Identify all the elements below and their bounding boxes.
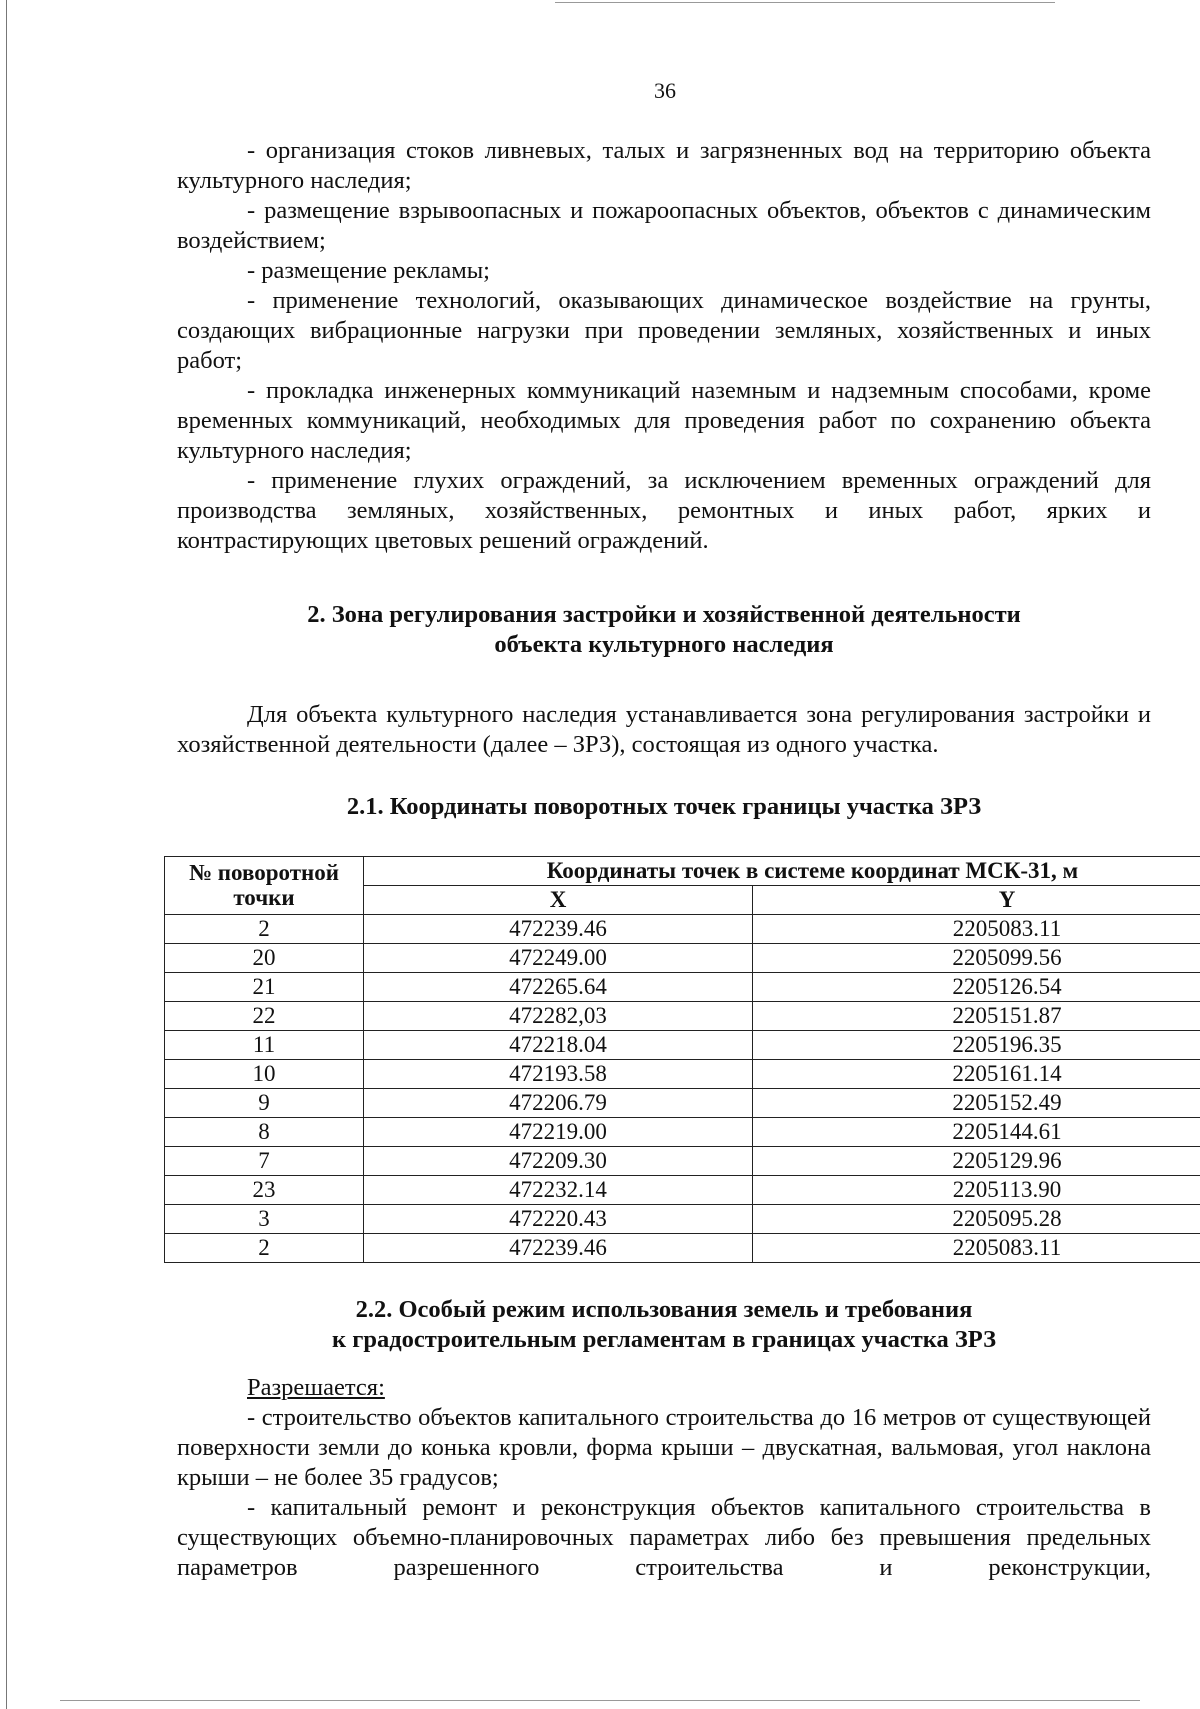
regime-heading <box>177 1295 1151 1355</box>
y-cell: 2205196.35 <box>753 1031 1200 1060</box>
point-cell: 10 <box>165 1060 364 1089</box>
point-cell: 9 <box>165 1089 364 1118</box>
y-cell: 2205095.28 <box>753 1205 1200 1234</box>
section-heading-line: объекта культурного наследия <box>494 631 834 658</box>
table-row <box>165 1205 1200 1234</box>
page-content <box>177 136 1151 1583</box>
table-row <box>165 1002 1200 1031</box>
x-cell: 472218.04 <box>364 1031 753 1060</box>
y-cell: 2205129.96 <box>753 1147 1200 1176</box>
coordinates-header: Координаты точек в системе координат МСК-31, м <box>364 857 1200 886</box>
y-cell: 2205099.56 <box>753 944 1200 973</box>
x-cell: 472219.00 <box>364 1118 753 1147</box>
regime-heading-line: 2.2. Особый режим использования земель и требования <box>355 1296 973 1323</box>
y-cell: 2205083.11 <box>753 915 1200 944</box>
scan-edge-bottom <box>60 1700 1140 1701</box>
x-cell: 472209.30 <box>364 1147 753 1176</box>
allowed-item: - капитальный ремонт и реконструкция объектов капитального строительства в существующих объемно-планировочных параметрах либо без превышения предельных параметров разрешенного строительства и реконструкции, <box>177 1494 1151 1581</box>
x-cell: 472232.14 <box>364 1176 753 1205</box>
point-cell: 8 <box>165 1118 364 1147</box>
x-cell: 472220.43 <box>364 1205 753 1234</box>
y-cell: 2205113.90 <box>753 1176 1200 1205</box>
section-heading-line: 2. Зона регулирования застройки и хозяйственной деятельности <box>307 601 1021 628</box>
table-header-row <box>165 857 1200 886</box>
list-item: - организация стоков ливневых, талых и загрязненных вод на территорию объекта культурного наследия; <box>177 137 1151 194</box>
point-cell: 2 <box>165 1234 364 1263</box>
table-row <box>165 1176 1200 1205</box>
y-cell: 2205144.61 <box>753 1118 1200 1147</box>
restrictions-list <box>177 136 1151 556</box>
allowed-item: - строительство объектов капитального строительства до 16 метров от существующей поверхности земли до конька кровли, форма крыши – двускатная, вальмовая, угол наклона крыши – не более 35 градусов; <box>177 1404 1151 1491</box>
y-header: Y <box>753 886 1200 915</box>
y-cell: 2205152.49 <box>753 1089 1200 1118</box>
regime-heading-line: к градостроительным регламентам в границах участка ЗРЗ <box>331 1326 996 1353</box>
table-row <box>165 944 1200 973</box>
point-cell: 23 <box>165 1176 364 1205</box>
x-cell: 472239.46 <box>364 915 753 944</box>
x-cell: 472249.00 <box>364 944 753 973</box>
table-row <box>165 1089 1200 1118</box>
x-cell: 472282,03 <box>364 1002 753 1031</box>
point-cell: 20 <box>165 944 364 973</box>
scan-edge-left <box>6 0 7 1709</box>
coordinates-table <box>164 856 1200 1263</box>
y-cell: 2205161.14 <box>753 1060 1200 1089</box>
section-heading <box>177 600 1151 660</box>
table-row <box>165 1060 1200 1089</box>
x-cell: 472193.58 <box>364 1060 753 1089</box>
list-item: - применение глухих ограждений, за исключением временных ограждений для производства земляных, хозяйственных, ремонтных и иных работ, ярких и контрастирующих цветовых решений ограждений. <box>177 467 1151 554</box>
point-cell: 22 <box>165 1002 364 1031</box>
x-cell: 472206.79 <box>364 1089 753 1118</box>
x-cell: 472265.64 <box>364 973 753 1002</box>
x-cell: 472239.46 <box>364 1234 753 1263</box>
allowed-label: Разрешается: <box>247 1374 385 1401</box>
table-row <box>165 1118 1200 1147</box>
list-item: - размещение рекламы; <box>247 257 490 284</box>
y-cell: 2205083.11 <box>753 1234 1200 1263</box>
point-cell: 3 <box>165 1205 364 1234</box>
scan-edge-top <box>555 2 1055 3</box>
y-cell: 2205126.54 <box>753 973 1200 1002</box>
point-cell: 11 <box>165 1031 364 1060</box>
table-heading: 2.1. Координаты поворотных точек границы участка ЗРЗ <box>346 793 982 820</box>
table-row <box>165 915 1200 944</box>
list-item: - размещение взрывоопасных и пожароопасных объектов, объектов с динамическим воздействием; <box>177 197 1151 254</box>
point-cell: 2 <box>165 915 364 944</box>
table-row <box>165 1031 1200 1060</box>
list-item: - применение технологий, оказывающих динамическое воздействие на грунты, создающих вибрационные нагрузки при проведении земляных, хозяйственных и иных работ; <box>177 287 1151 374</box>
table-row <box>165 973 1200 1002</box>
x-header: X <box>364 886 753 915</box>
table-row <box>165 1234 1200 1263</box>
point-cell: 21 <box>165 973 364 1002</box>
point-number-header: № поворотной точки <box>165 857 364 915</box>
table-row <box>165 1147 1200 1176</box>
section-intro: Для объекта культурного наследия устанавливается зона регулирования застройки и хозяйственной деятельности (далее – ЗРЗ), состоящая из одного участка. <box>177 701 1151 758</box>
point-cell: 7 <box>165 1147 364 1176</box>
y-cell: 2205151.87 <box>753 1002 1200 1031</box>
list-item: - прокладка инженерных коммуникаций наземным и надземным способами, кроме временных коммуникаций, необходимых для проведения работ по сохранению объекта культурного наследия; <box>177 377 1151 464</box>
page-number: 36 <box>654 78 676 103</box>
